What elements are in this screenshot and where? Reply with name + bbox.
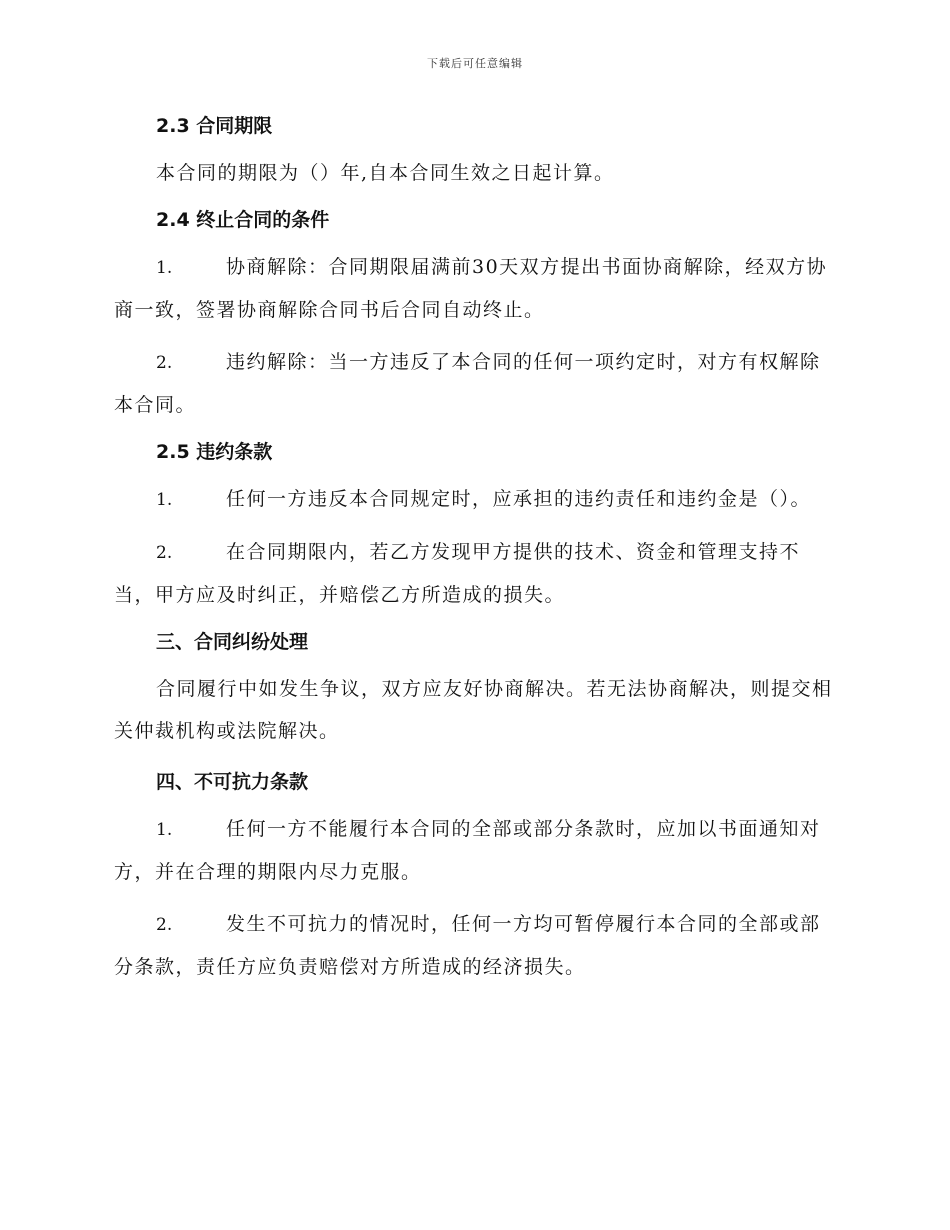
list-item [114, 903, 834, 988]
list-item-text: 在合同期限内，若乙方发现甲方提供的技术、资金和管理支持不当，甲方应及时纠正，并赔偿乙方所造成的损失。 [114, 541, 801, 606]
section-heading-2-5: 2.5 违约条款 [156, 441, 273, 463]
list-item-text: 任何一方违反本合同规定时，应承担的违约责任和违约金是（）。 [226, 488, 812, 510]
list-item-number: 1. [156, 490, 173, 510]
list-item-number: 2. [156, 353, 173, 373]
list-item-number: 1. [156, 820, 173, 840]
list-item-number: 2. [156, 915, 173, 935]
section-heading-2-3: 2.3 合同期限 [156, 115, 273, 137]
list-item [114, 478, 834, 521]
list-item-text: 发生不可抗力的情况时，任何一方均可暂停履行本合同的全部或部分条款，责任方应负责赔偿对方所造成的经济损失。 [114, 913, 821, 978]
list-item [114, 246, 834, 331]
list-item-number: 2. [156, 543, 173, 563]
list-item [114, 808, 834, 893]
list-item-text: 任何一方不能履行本合同的全部或部分条款时，应加以书面通知对方，并在合理的期限内尽力克服。 [114, 818, 821, 883]
section-heading-2-4: 2.4 终止合同的条件 [156, 209, 330, 231]
contract-term-paragraph: 本合同的期限为（）年,自本合同生效之日起计算。 [156, 162, 615, 184]
list-item [114, 341, 834, 426]
list-item-text: 协商解除：合同期限届满前30天双方提出书面协商解除，经双方协商一致，签署协商解除合同书后合同自动终止。 [114, 256, 828, 321]
list-item [114, 531, 834, 616]
section-heading-4: 四、不可抗力条款 [156, 771, 309, 793]
list-item-number: 1. [156, 258, 173, 278]
page-header: 下载后可任意编辑 [427, 57, 523, 70]
dispute-paragraph: 合同履行中如发生争议，双方应友好协商解决。若无法协商解决，则提交相关仲裁机构或法院解决。 [114, 678, 833, 742]
document-body [114, 110, 834, 988]
list-item-text: 违约解除：当一方违反了本合同的任何一项约定时，对方有权解除本合同。 [114, 351, 821, 416]
section-heading-3: 三、合同纠纷处理 [156, 631, 309, 653]
